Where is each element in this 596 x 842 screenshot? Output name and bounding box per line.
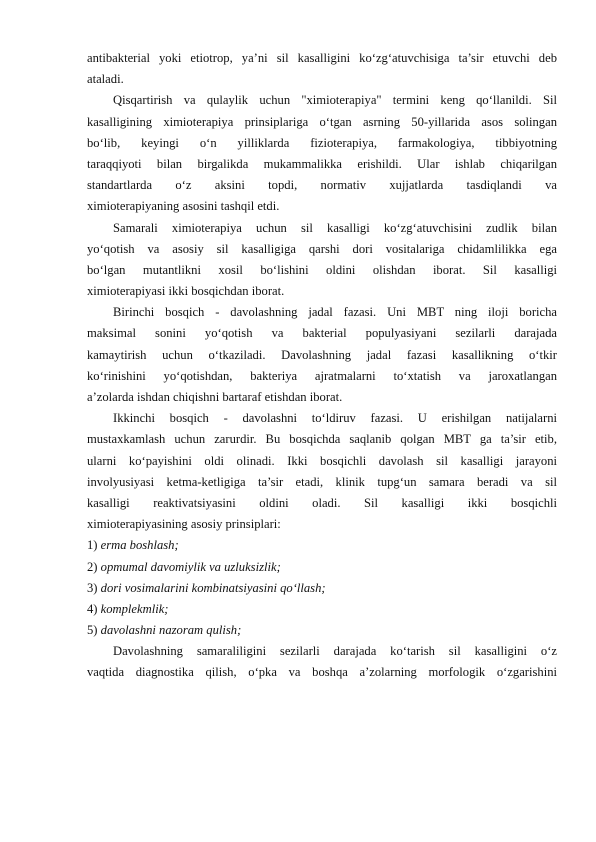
list-item-number: 2) bbox=[87, 559, 101, 574]
text-line: standartlarda o‘z aksini topdi, normativ xujjatlarda tasdiqlandi va bbox=[87, 178, 557, 193]
list-item-number: 1) bbox=[87, 538, 101, 553]
text-line: bo‘lgan mutantlikni xosil bo‘lishini oldini olishdan iborat. Sil kasalligi bbox=[87, 262, 557, 277]
list-item bbox=[87, 620, 557, 641]
text-line: ximioterapiyasi ikki bosqichdan iborat. bbox=[87, 284, 285, 299]
text-line: Qisqartirish va qulaylik uchun "ximioterapiya" termini keng qo‘llanildi. Sil bbox=[113, 93, 557, 108]
text-line: kasalligi reaktivatsiyasini oldini oladi. Sil kasalligi ikki bosqichli bbox=[87, 495, 557, 510]
list-item bbox=[87, 535, 557, 556]
text-line: ximioterapiyaning asosini tashqil etdi. bbox=[87, 199, 280, 214]
closing-paragraph bbox=[87, 641, 557, 683]
text-line: maksimal sonini yo‘qotish va bakterial populyasiyani sezilarli darajada bbox=[87, 326, 557, 341]
list-item-text: komplekmlik; bbox=[100, 601, 169, 616]
text-line: ataladi. bbox=[87, 72, 124, 87]
list-item bbox=[87, 578, 557, 599]
text-line: involyusiyasi ketma-ketligiga ta’sir etadi, klinik tupg‘un samara beradi va sil bbox=[87, 474, 557, 489]
list-item-number: 3) bbox=[87, 580, 101, 595]
list-item-number: 5) bbox=[87, 623, 101, 638]
text-line: ularni ko‘payishini oldi olinadi. Ikki bosqichli davolash sil kasalligi jarayoni bbox=[87, 453, 557, 468]
list-item bbox=[87, 599, 557, 620]
principles-list bbox=[87, 535, 557, 641]
text-line: Ikkinchi bosqich - davolashni to‘ldiruv fazasi. U erishilgan natijalarni bbox=[113, 411, 557, 426]
list-item-number: 4) bbox=[87, 601, 101, 616]
text-line: yo‘qotish va asosiy sil kasalligiga qarshi dori vositalariga chidamlilikka ega bbox=[87, 241, 557, 256]
list-item-text: dori vosimalarini kombinatsiyasini qo‘llash; bbox=[100, 580, 326, 595]
text-line: taraqqiyoti bilan birgalikda mukammalikka erishildi. Ular ishlab chiqarilgan bbox=[87, 156, 557, 171]
text-line: ko‘rinishini yo‘qotishdan, bakteriya ajratmalarni to‘xtatish va jaroxatlangan bbox=[87, 368, 557, 383]
text-line: Samarali ximioterapiya uchun sil kasalligi ko‘zg‘atuvchisini zudlik bilan bbox=[113, 220, 557, 235]
text-line: Davolashning samaraliligini sezilarli darajada ko‘tarish sil kasalligini o‘z bbox=[113, 644, 557, 659]
text-line: ximioterapiyasining asosiy prinsiplari: bbox=[87, 517, 281, 532]
text-line: bo‘lib, keyingi o‘n yilliklarda fizioterapiya, farmakologiya, tibbiyotning bbox=[87, 135, 557, 150]
text-line: kasalligining ximioterapiya prinsiplariga o‘tgan asrning 50-yillarida asos solingan bbox=[87, 114, 557, 129]
list-item-text: opmumal davomiylik va uzluksizlik; bbox=[100, 559, 281, 574]
list-item-text: erma boshlash; bbox=[100, 538, 179, 553]
text-line: antibakterial yoki etiotrop, ya’ni sil kasalligini ko‘zg‘atuvchisiga ta’sir etuvchi deb bbox=[87, 51, 557, 65]
list-item bbox=[87, 557, 557, 578]
body-text bbox=[87, 48, 557, 535]
text-line: vaqtida diagnostika qilish, o‘pka va boshqa a’zolarning morfologik o‘zgarishini bbox=[87, 665, 557, 680]
document-page bbox=[87, 48, 557, 684]
text-line: a’zolarda ishdan chiqishni bartaraf etishdan iborat. bbox=[87, 390, 343, 404]
list-item-text: davolashni nazoram qulish; bbox=[100, 623, 242, 638]
text-line: mustaxkamlash uchun zarurdir. Bu bosqichda saqlanib qolgan MBT ga ta’sir etib, bbox=[87, 432, 557, 447]
text-line: Birinchi bosqich - davolashning jadal fazasi. Uni MBT ning iloji boricha bbox=[113, 305, 557, 320]
text-line: kamaytirish uchun o‘tkaziladi. Davolashning jadal fazasi kasallikning o‘tkir bbox=[87, 347, 557, 362]
